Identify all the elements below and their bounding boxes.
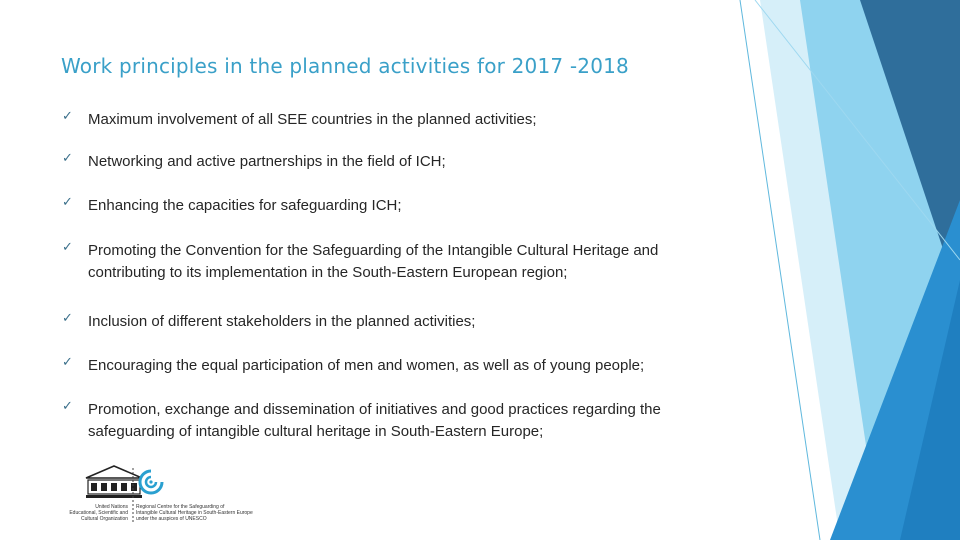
bullet-text: Maximum involvement of all SEE countries in the planned activities; xyxy=(88,111,537,128)
check-icon: ✓ xyxy=(62,355,73,370)
divider-line xyxy=(132,468,134,524)
bullet-text: Enhancing the capacities for safeguarding ICH; xyxy=(88,197,402,214)
bullet-text: Inclusion of different stakeholders in the planned activities; xyxy=(88,313,476,330)
regional-centre-caption: Regional Centre for the Safeguarding of Intangible Cultural Heritage in South-Eastern Europe under the auspices of UNESCO xyxy=(136,504,253,522)
check-icon: ✓ xyxy=(62,240,73,255)
logo-block xyxy=(68,464,268,526)
bullet-text: Networking and active partnerships in the field of ICH; xyxy=(88,153,446,170)
regional-centre-logo xyxy=(136,468,166,500)
check-icon: ✓ xyxy=(62,151,73,166)
check-icon: ✓ xyxy=(62,311,73,326)
check-icon: ✓ xyxy=(62,195,73,210)
check-icon: ✓ xyxy=(62,109,73,124)
bullet-text: Encouraging the equal participation of men and women, as well as of young people; xyxy=(88,357,645,374)
check-icon: ✓ xyxy=(62,399,73,414)
unesco-caption: United Nations Educational, Scientific and Cultural Organization xyxy=(69,504,128,522)
bullet-text: Promoting the Convention for the Safeguarding of the Intangible Cultural Heritage and contributing to its implementation in the South-Eastern European region; xyxy=(88,242,659,281)
bullet-text: Promotion, exchange and dissemination of initiatives and good practices regarding the safeguarding of intangible cultural heritage in South-Eastern Europe; xyxy=(88,401,661,440)
slide-title: Work principles in the planned activities for 2017 -2018 xyxy=(61,54,629,78)
